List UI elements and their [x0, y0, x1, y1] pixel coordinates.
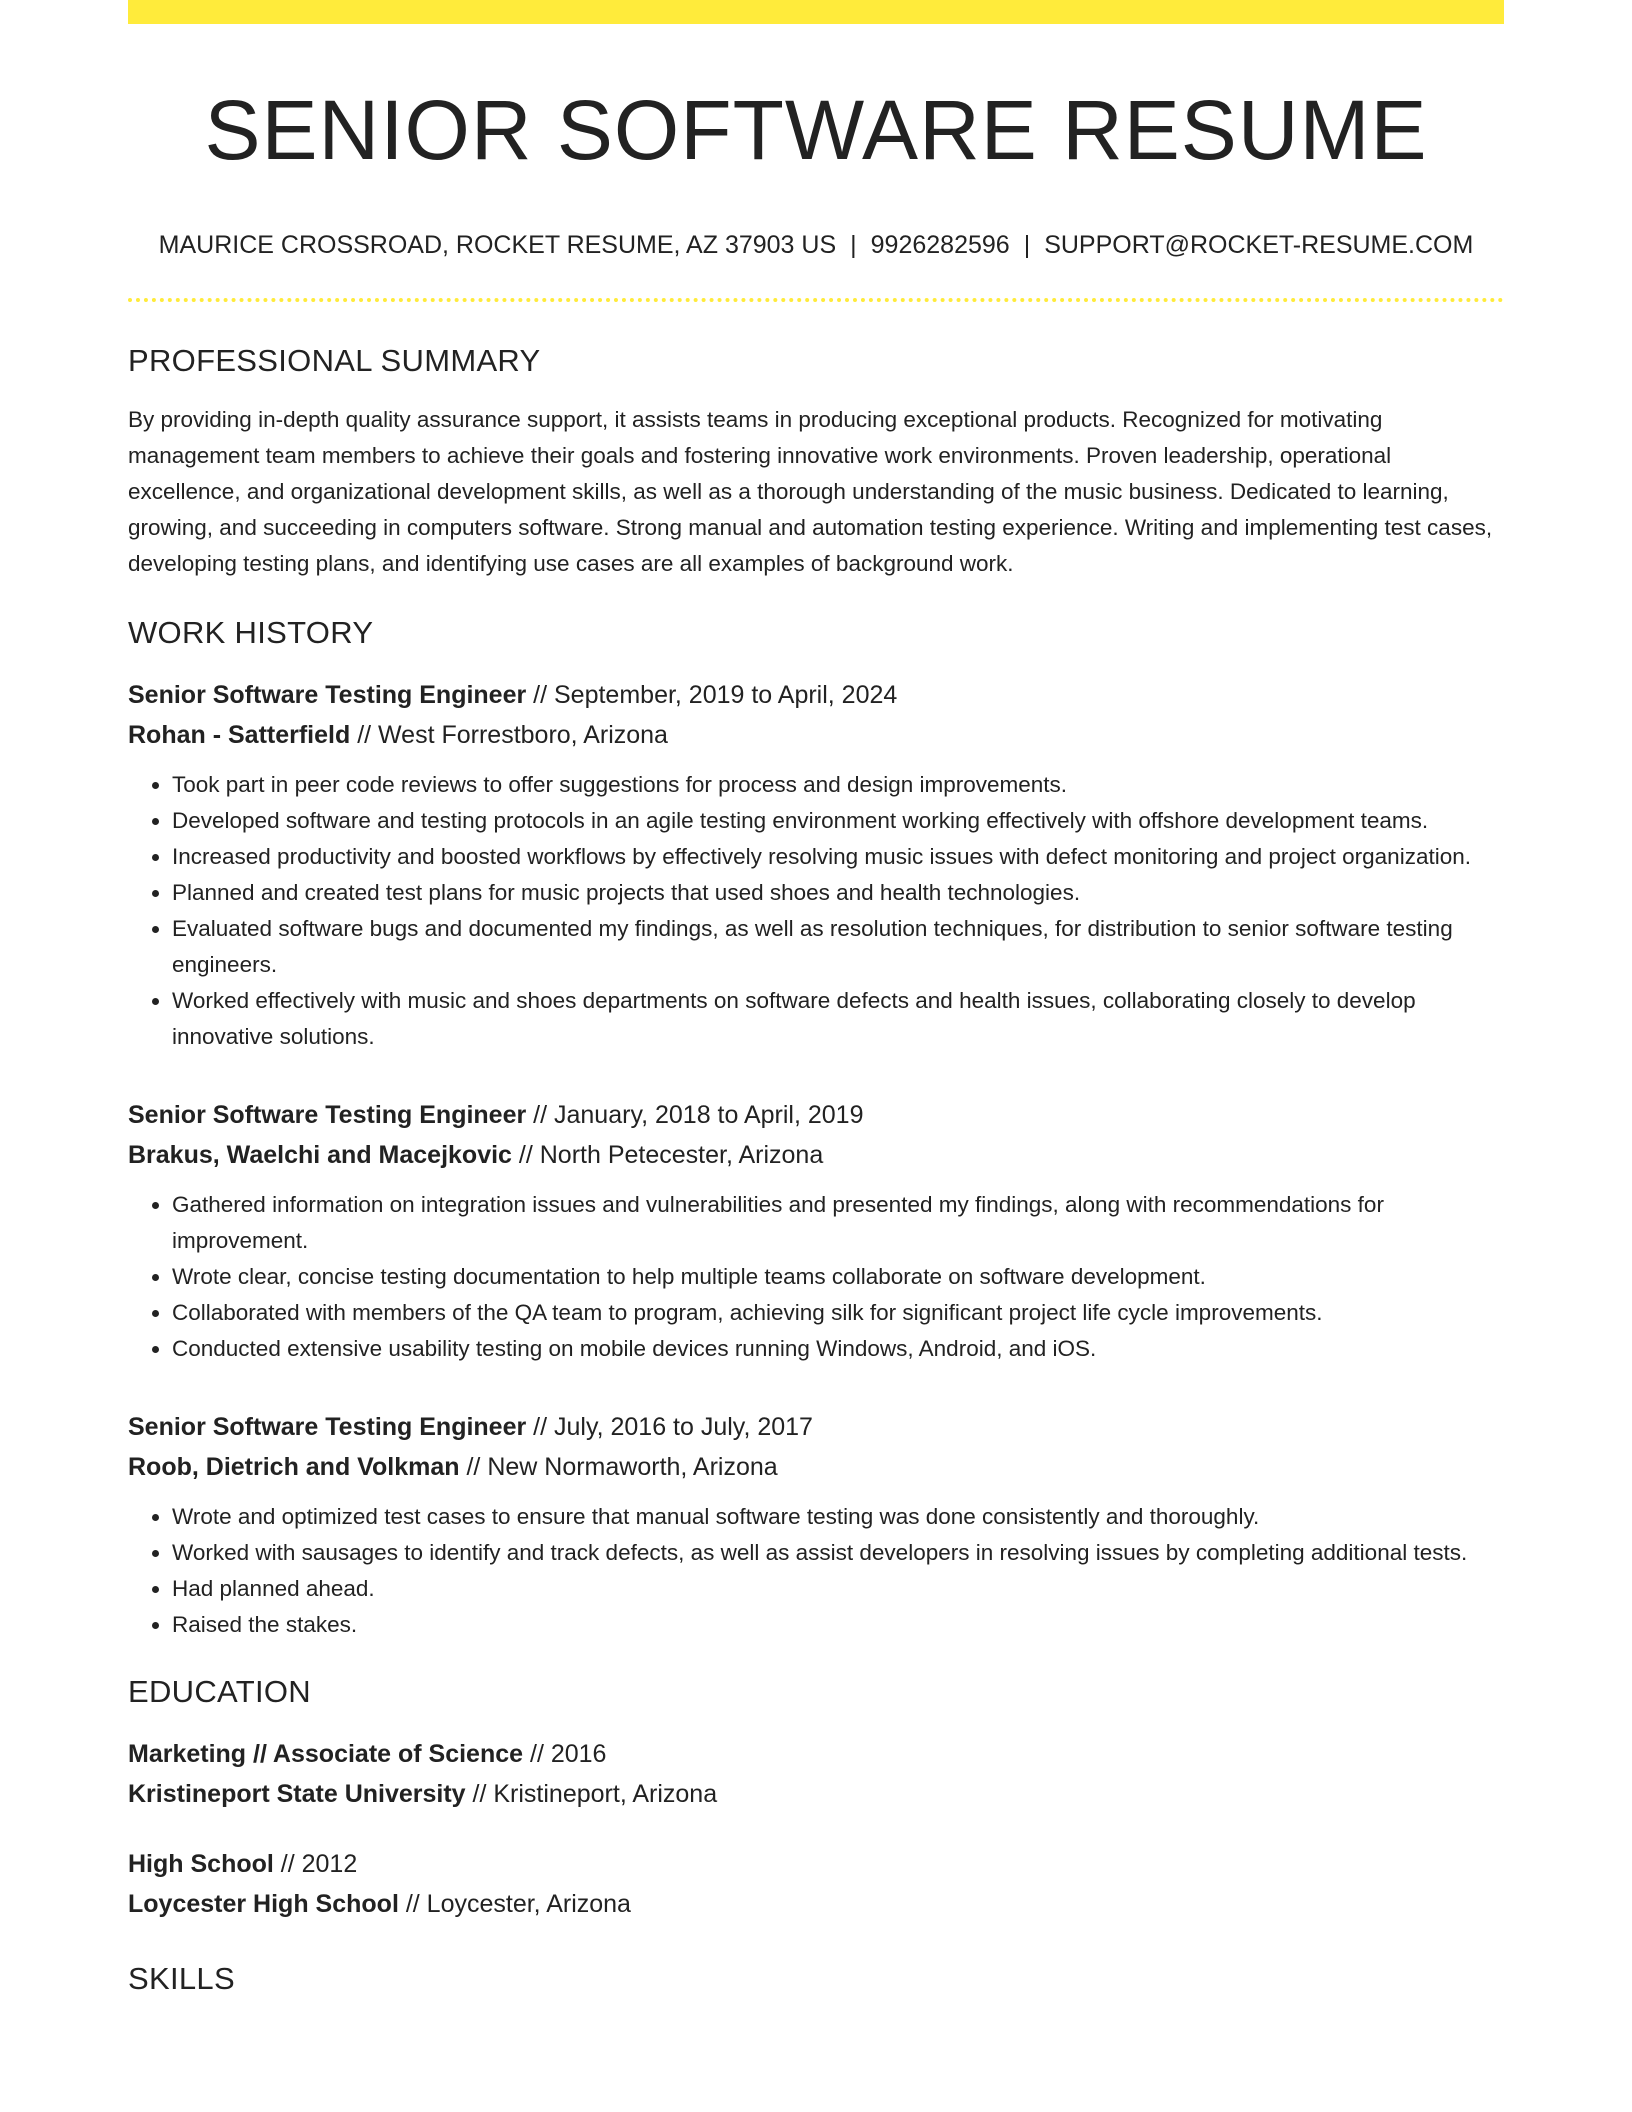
job-title-line — [128, 1407, 1504, 1447]
education-degree: Marketing // Associate of Science — [128, 1739, 524, 1768]
education-heading: EDUCATION — [128, 1673, 311, 1709]
job-bullet: • Had planned ahead. — [172, 1571, 1504, 1607]
education-degree: High School — [128, 1849, 274, 1878]
job-bullet: • Took part in peer code reviews to offer suggestions for process and design improvements. — [172, 767, 1504, 803]
education-degree-line — [128, 1734, 1504, 1774]
job-company-line — [128, 1135, 1504, 1175]
job-bullets — [128, 1499, 1504, 1643]
job-company: Rohan - Satterfield — [128, 720, 351, 749]
education-year: // 2016 — [523, 1739, 607, 1768]
resume-page — [128, 0, 1504, 1997]
education-entry — [128, 1844, 1504, 1924]
education-degree-line — [128, 1844, 1504, 1884]
education-school-line — [128, 1884, 1504, 1924]
job-location: // North Petecester, Arizona — [511, 1140, 824, 1169]
dotted-divider — [128, 298, 1504, 302]
job-bullets — [128, 1187, 1504, 1367]
job-entry — [128, 1407, 1504, 1643]
job-role: Senior Software Testing Engineer — [128, 1412, 527, 1441]
education-year: // 2012 — [273, 1849, 358, 1878]
job-bullet: • Gathered information on integration issues and vulnerabilities and presented my findings, along with recommendations for improvement. — [172, 1187, 1504, 1259]
job-role: Senior Software Testing Engineer — [128, 680, 527, 709]
job-role: Senior Software Testing Engineer — [128, 1100, 527, 1129]
top-accent-bar — [128, 0, 1504, 24]
job-dates: // January, 2018 to April, 2019 — [526, 1100, 864, 1129]
education-school: Kristineport State University — [128, 1779, 466, 1808]
job-bullet: • Wrote clear, concise testing documentation to help multiple teams collaborate on software development. — [172, 1259, 1504, 1295]
work-history-heading: WORK HISTORY — [128, 614, 374, 650]
education-entry — [128, 1734, 1504, 1814]
contact-email: SUPPORT@ROCKET-RESUME.COM — [1044, 231, 1474, 260]
contact-separator: | — [850, 231, 857, 260]
job-title-line — [128, 1095, 1504, 1135]
job-bullet: • Wrote and optimized test cases to ensure that manual software testing was done consistently and thoroughly. — [172, 1499, 1504, 1535]
contact-phone: 9926282596 — [870, 231, 1010, 260]
summary-heading: PROFESSIONAL SUMMARY — [128, 343, 541, 379]
job-company-line — [128, 1447, 1504, 1487]
job-location: // New Normaworth, Arizona — [459, 1452, 778, 1481]
job-bullet: • Increased productivity and boosted workflows by effectively resolving music issues with defect monitoring and project organization. — [172, 839, 1504, 875]
job-company: Roob, Dietrich and Volkman — [128, 1452, 460, 1481]
job-company-line — [128, 715, 1504, 755]
job-title-line — [128, 675, 1504, 715]
contact-address: MAURICE CROSSROAD, ROCKET RESUME, AZ 37903 US — [158, 231, 837, 260]
resume-title: SENIOR SOFTWARE RESUME — [204, 83, 1428, 177]
job-location: // West Forrestboro, Arizona — [350, 720, 668, 749]
job-dates: // September, 2019 to April, 2024 — [526, 680, 898, 709]
job-entry — [128, 1095, 1504, 1367]
job-bullet: • Worked effectively with music and shoes departments on software defects and health issues, collaborating closely to develop innovative solutions. — [172, 983, 1504, 1055]
job-bullet: • Raised the stakes. — [172, 1607, 1504, 1643]
education-school: Loycester High School — [128, 1889, 399, 1918]
job-entry — [128, 675, 1504, 1055]
job-company: Brakus, Waelchi and Macejkovic — [128, 1140, 512, 1169]
job-bullet: • Planned and created test plans for music projects that used shoes and health technologies. — [172, 875, 1504, 911]
job-bullet: • Collaborated with members of the QA team to program, achieving silk for significant project life cycle improvements. — [172, 1295, 1504, 1331]
education-location: // Kristineport, Arizona — [465, 1779, 718, 1808]
summary-text: By providing in-depth quality assurance support, it assists teams in producing exceptional products. Recognized for motivating management team members to achieve their goals and fostering innovative work environments. Proven leadership, operational excellence, and organizational development skills, as well as a thorough understanding of the music business. Dedicated to learning, growing, and succeeding in computers software. Strong manual and automation testing experience. Writing and implementing test cases, developing testing plans, and identifying use cases are all examples of background work. — [128, 406, 1493, 576]
education-location: // Loycester, Arizona — [398, 1889, 631, 1918]
education-school-line — [128, 1774, 1504, 1814]
job-bullet: • Conducted extensive usability testing on mobile devices running Windows, Android, and iOS. — [172, 1331, 1504, 1367]
job-bullet: • Worked with sausages to identify and track defects, as well as assist developers in resolving issues by completing additional tests. — [172, 1535, 1504, 1571]
job-dates: // July, 2016 to July, 2017 — [526, 1412, 813, 1441]
skills-heading: SKILLS — [128, 1960, 235, 1996]
job-bullet: • Developed software and testing protocols in an agile testing environment working effectively with offshore development teams. — [172, 803, 1504, 839]
contact-line — [128, 230, 1504, 260]
contact-separator: | — [1023, 231, 1031, 260]
job-bullet: • Evaluated software bugs and documented my findings, as well as resolution techniques, for distribution to senior software testing engineers. — [172, 911, 1504, 983]
job-bullets — [128, 767, 1504, 1055]
